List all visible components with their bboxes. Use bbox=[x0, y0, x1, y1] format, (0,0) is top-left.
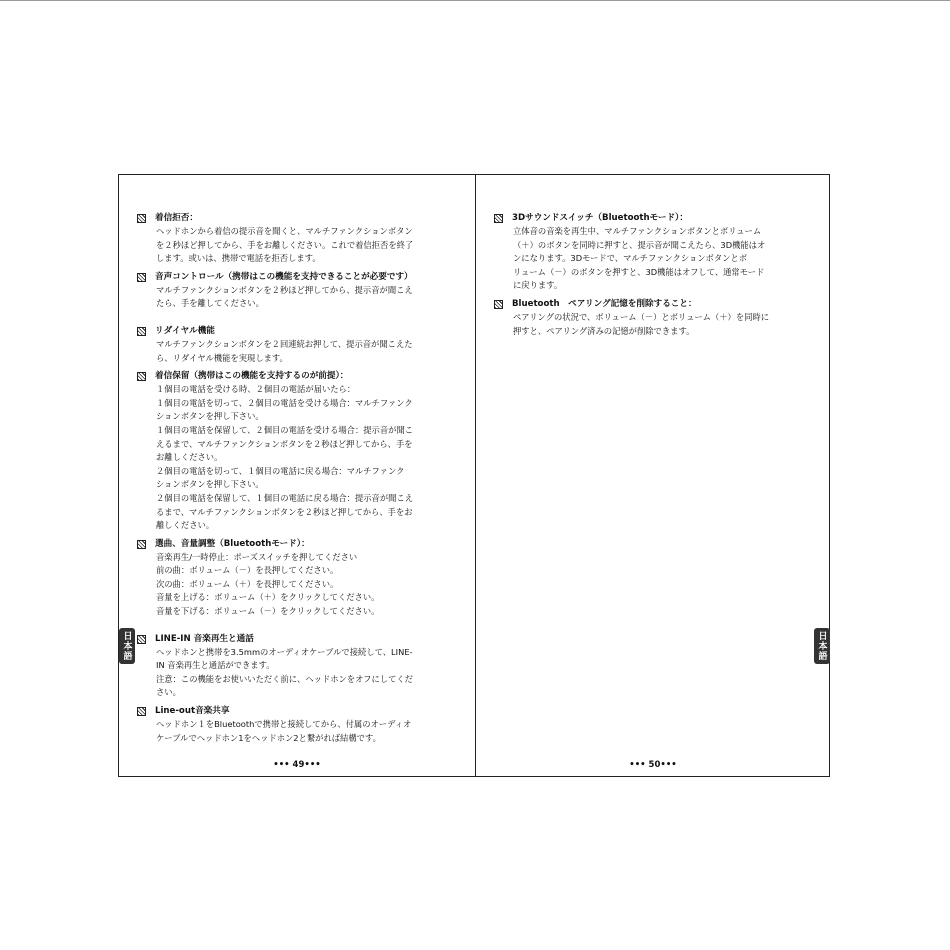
section-heading-text: 音声コントロール（携帯はこの機能を支持できることが必要です） bbox=[155, 271, 413, 282]
section-heading bbox=[137, 538, 457, 551]
section-body bbox=[513, 311, 812, 338]
section-text-line: １個目の電話を受ける時、２個目の電話が届いたら： bbox=[156, 384, 356, 395]
section-text-line: 前の曲：ボリューム（－）を長押してください。 bbox=[156, 565, 339, 576]
section-heading-text: 着信拒否： bbox=[155, 213, 198, 223]
section-heading-text: 選曲、音量調整（Bluetoothモード）： bbox=[155, 538, 310, 549]
section-heading bbox=[137, 633, 457, 646]
section-heading bbox=[494, 298, 812, 311]
manual-section bbox=[137, 538, 457, 619]
section-bullet-icon bbox=[137, 273, 146, 282]
section-text-line: （＋）のボタンを同時に押すと、提示音が聞こえたら、3D機能はオ bbox=[513, 239, 766, 250]
section-text-line: るまで、マルチファンクションボタンを２秒ほど押してから、手をお bbox=[156, 506, 413, 517]
section-heading-text: Line-out音楽共享 bbox=[155, 706, 230, 717]
section-text-line: たら、手を離してください。 bbox=[156, 298, 264, 309]
manual-section bbox=[137, 633, 457, 700]
section-text-line: 音楽再生/一時停止：ポーズスイッチを押してください bbox=[156, 551, 358, 562]
section-bullet-icon bbox=[137, 635, 146, 644]
section-text-line: に戻ります。 bbox=[513, 280, 563, 291]
section-bullet-icon bbox=[494, 300, 503, 309]
section-text-line: ペアリングの状況で、ボリューム（－）とボリューム（＋）を同時に bbox=[513, 311, 770, 322]
section-heading-text: 3Dサウンドスイッチ（Bluetoothモード）： bbox=[512, 213, 688, 223]
section-text-line: 離しください。 bbox=[156, 520, 215, 531]
section-body bbox=[156, 718, 457, 745]
section-text-line: １個目の電話を切って、２個目の電話を受ける場合：マルチファンク bbox=[156, 397, 413, 408]
manual-spread bbox=[118, 174, 830, 777]
section-body bbox=[156, 284, 457, 311]
section-text-line: ケーブルでヘッドホン1をヘッドホン2と繋がれば結構です。 bbox=[156, 732, 381, 743]
manual-section bbox=[137, 370, 457, 533]
section-text-line: ヘッドホンと携帯を3.5mmのオーディオケーブルで接続して、LINE- bbox=[156, 646, 413, 657]
section-text-line: ２個目の電話を切って、１個目の電話に戻る場合：マルチファンク bbox=[156, 465, 405, 476]
section-bullet-icon bbox=[137, 327, 146, 336]
section-text-line: さい。 bbox=[156, 687, 181, 698]
section-heading bbox=[137, 212, 457, 225]
section-heading-text: リダイヤル機能 bbox=[155, 325, 215, 336]
section-body bbox=[513, 225, 812, 293]
manual-section bbox=[137, 325, 457, 365]
section-heading bbox=[137, 271, 457, 284]
section-body bbox=[156, 225, 457, 266]
section-text-line: ヘッドホンから着信の提示音を聞くと、マルチファンクションボタン bbox=[156, 226, 413, 236]
page-number-right: ••• 50••• bbox=[629, 760, 677, 770]
section-heading-text: 着信保留（携帯はこの機能を支持するのが前提）： bbox=[155, 371, 349, 382]
section-heading-text: LINE-IN 音楽再生と通話 bbox=[155, 633, 254, 644]
section-text-line: ２個目の電話を保留して、１個目の電話に戻る場合：提示音が聞こえ bbox=[156, 492, 414, 503]
manual-section bbox=[494, 212, 812, 293]
section-body bbox=[156, 646, 457, 700]
section-text-line: マルチファンクションボタンを２秒ほど押してから、提示音が聞こえ bbox=[156, 284, 413, 295]
section-body bbox=[156, 383, 457, 533]
section-text-line: 立体音の音楽を再生中、マルチファンクションボタンとボリューム bbox=[513, 226, 762, 236]
manual-section bbox=[137, 271, 457, 311]
section-text-line: １個目の電話を保留して、２個目の電話を受ける場合：提示音が聞こ bbox=[156, 424, 414, 435]
section-body bbox=[156, 551, 457, 619]
section-text-line: 音量を上げる：ボリューム（＋）をクリックしてください。 bbox=[156, 592, 380, 603]
section-text-line: 次の曲：ボリューム（＋）を長押してください。 bbox=[156, 578, 339, 589]
section-text-line: 注意：この機能をお使いいただく前に、ヘッドホンをオフにしてくだ bbox=[156, 673, 413, 684]
section-text-line: ションボタンを押し下さい。 bbox=[156, 479, 264, 490]
section-bullet-icon bbox=[137, 214, 146, 223]
manual-section bbox=[137, 212, 457, 266]
section-text-line: 音量を下げる：ボリューム（－）をクリックしてください。 bbox=[156, 606, 380, 617]
manual-section bbox=[494, 298, 812, 338]
section-text-line: マルチファンクションボタンを２回連続お押して、提示音が聞こえた bbox=[156, 338, 413, 349]
section-bullet-icon bbox=[137, 372, 146, 381]
section-heading-text: Bluetooth ペアリング記憶を削除すること： bbox=[512, 298, 697, 309]
right-page bbox=[476, 175, 830, 776]
right-page-content bbox=[494, 212, 812, 343]
section-text-line: 押すと、ペアリング済みの記憶が削除できます。 bbox=[513, 325, 695, 336]
section-heading bbox=[137, 325, 457, 338]
language-tab-left: 日本語 bbox=[119, 628, 135, 664]
left-page-content bbox=[137, 212, 457, 750]
section-bullet-icon bbox=[137, 707, 146, 716]
top-border-line bbox=[0, 0, 950, 1]
section-body bbox=[156, 338, 457, 365]
section-bullet-icon bbox=[137, 540, 146, 549]
section-heading bbox=[137, 705, 457, 718]
manual-section bbox=[137, 705, 457, 745]
left-page bbox=[119, 175, 475, 776]
section-bullet-icon bbox=[494, 214, 503, 223]
section-text-line: ションボタンを押し下さい。 bbox=[156, 411, 264, 422]
section-text-line: リューム（－）のボタンを押すと、3D機能はオフして、通常モード bbox=[513, 266, 765, 277]
section-heading bbox=[137, 370, 457, 383]
page-number-left: ••• 49••• bbox=[273, 760, 321, 770]
section-text-line: えるまで、マルチファンクションボタンを２秒ほど押してから、手を bbox=[156, 438, 413, 449]
section-heading bbox=[494, 212, 812, 225]
section-text-line: ら、リダイヤル機能を実現します。 bbox=[156, 352, 288, 363]
section-text-line: お離しください。 bbox=[156, 452, 223, 463]
section-text-line: ンになります。3Dモードで、マルチファンクションボタンとボ bbox=[513, 253, 748, 264]
section-text-line: を２秒ほど押してから、手をお離しください。これで着信拒否を終了 bbox=[156, 239, 414, 250]
section-text-line: ヘッドホン１をBluetoothで携帯と接続してから、付属のオーディオ bbox=[156, 719, 412, 730]
language-tab-right: 日本語 bbox=[814, 628, 830, 664]
section-text-line: IN 音楽再生と通話ができます。 bbox=[156, 660, 275, 671]
section-text-line: します。或いは、携帯で電話を拒否します。 bbox=[156, 253, 321, 264]
